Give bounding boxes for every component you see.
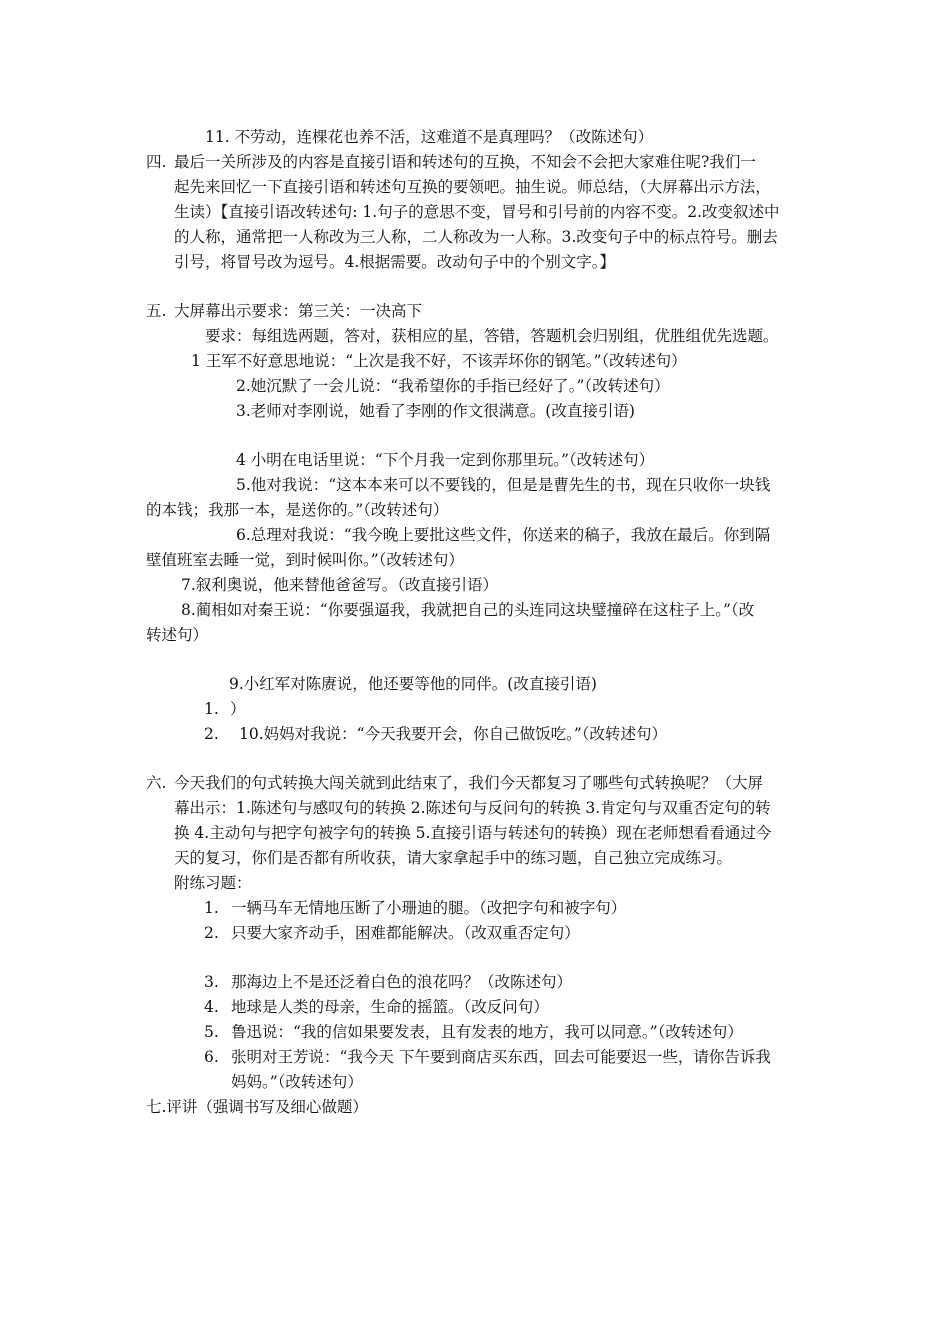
exercise-text: 那海边上不是还泛着白色的浪花吗？（改陈述句） [231,973,573,991]
s5-list-item-1: ） [230,700,246,718]
s5-q5-line-2: 的本钱；我那一本，是送你的。”（改转述句） [146,501,449,519]
s5-list-number-2: 2. [204,725,219,743]
exercise-number: 5. [204,1023,219,1041]
exercise-text: 地球是人类的母亲，生命的摇篮。（改反问句） [231,998,549,1016]
s5-q6-line-1: 6.总理对我说：“我今晚上要批这些文件，你送来的稿子，我放在最后。你到隔 [236,526,771,544]
s6-line-2: 幕出示：1.陈述句与感叹句的转换 2.陈述句与反问句的转换 3.肯定句与双重否定句的转 [174,799,771,817]
s5-list-number-1: 1. [204,700,219,718]
section-7: 七.评讲（强调书写及细心做题） [146,1098,368,1116]
s5-q5-line-1: 5.他对我说：“这本本来可以不要钱的，但是是曹先生的书，现在只收你一块钱 [236,476,771,494]
s5-q8-line-2: 转述句） [146,626,209,644]
s5-q7: 7.叙利奥说，他来替他爸爸写。（改直接引语） [181,576,499,594]
s5-q4: 4 小明在电话里说：“下个月我一定到你那里玩。”（改转述句） [236,451,655,469]
s4-line-5: 引号，将冒号改为逗号。4.根据需要。改动句子中的个别文字。】 [174,253,616,271]
s5-title: 大屏幕出示要求：第三关：一决高下 [174,302,423,320]
s6-practice-title: 附练习题： [174,874,252,892]
s5-q3: 3.老师对李刚说，她看了李刚的作文很满意。(改直接引语) [236,402,635,420]
exercise-number: 6. [204,1048,219,1066]
exercise-text: 只要大家齐动手，困难都能解决。（改双重否定句） [231,924,580,942]
s5-requirement: 要求：每组选两题，答对，获相应的星，答错，答题机会归别组，优胜组优先选题。 [205,327,779,345]
exercise-number: 2. [204,924,219,942]
s5-q6-line-2: 壁值班室去睡一觉，到时候叫你。”（改转述句） [146,551,464,569]
s4-line-3: 生读）【直接引语改转述句: 1.句子的意思不变，冒号和引号前的内容不变。2.改变叙述中 [174,203,780,221]
exercise-number: 1. [204,899,219,917]
s4-q11: 11. 不劳动，连棵花也养不活，这难道不是真理吗？（改陈述句） [205,128,654,146]
section-5-marker: 五. [146,302,167,320]
s4-line-1: 最后一关所涉及的内容是直接引语和转述句的互换，不知会不会把大家难住呢?我们一 [174,153,756,171]
exercise-6-continuation: 妈妈。”（改转述句） [231,1073,363,1091]
exercise-number: 3. [204,973,219,991]
s5-q10: 10.妈妈对我说：“今天我要开会，你自己做饭吃。”（改转述句） [239,725,668,743]
section-6-marker: 六. [146,774,167,792]
exercise-number: 4. [204,998,219,1016]
s5-q8-line-1: 8.蔺相如对秦王说：“你要强逼我，我就把自己的头连同这块璧撞碎在这柱子上。”（改 [181,601,755,619]
s4-line-4: 的人称，通常把一人称改为三人称，二人称改为一人称。3.改变句子中的标点符号。删去 [174,228,778,246]
s6-line-1: 今天我们的句式转换大闯关就到此结束了，我们今天都复习了哪些句式转换呢？（大屏 [174,774,764,792]
section-4-marker: 四. [146,153,167,171]
s6-line-3: 换 4.主动句与把字句被字句的转换 5.直接引语与转述句的转换）现在老师想看看通过今 [174,824,772,842]
s5-q9: 9.小红军对陈赓说，他还要等他的同伴。(改直接引语) [229,675,597,693]
s5-q2: 2.她沉默了一会儿说：“我希望你的手指已经好了。”（改转述句） [236,377,670,395]
s4-line-2: 起先来回忆一下直接引语和转述句互换的要领吧。抽生说。师总结，（大屏幕出示方法， [174,178,771,196]
exercise-text: 张明对王芳说：“我今天 下午要到商店买东西，回去可能要迟一些，请你告诉我 [231,1048,771,1066]
s5-q1: 1 王军不好意思地说：“上次是我不好，不该弄坏你的钢笔。”（改转述句） [191,352,687,370]
s6-line-4: 天的复习，你们是否都有所收获，请大家拿起手中的练习题，自己独立完成练习。 [174,849,733,867]
exercise-text: 一辆马车无情地压断了小珊迪的腿。（改把字句和被字句） [231,899,627,917]
exercise-text: 鲁迅说：“我的信如果要发表，且有发表的地方，我可以同意。”（改转述句） [231,1023,743,1041]
